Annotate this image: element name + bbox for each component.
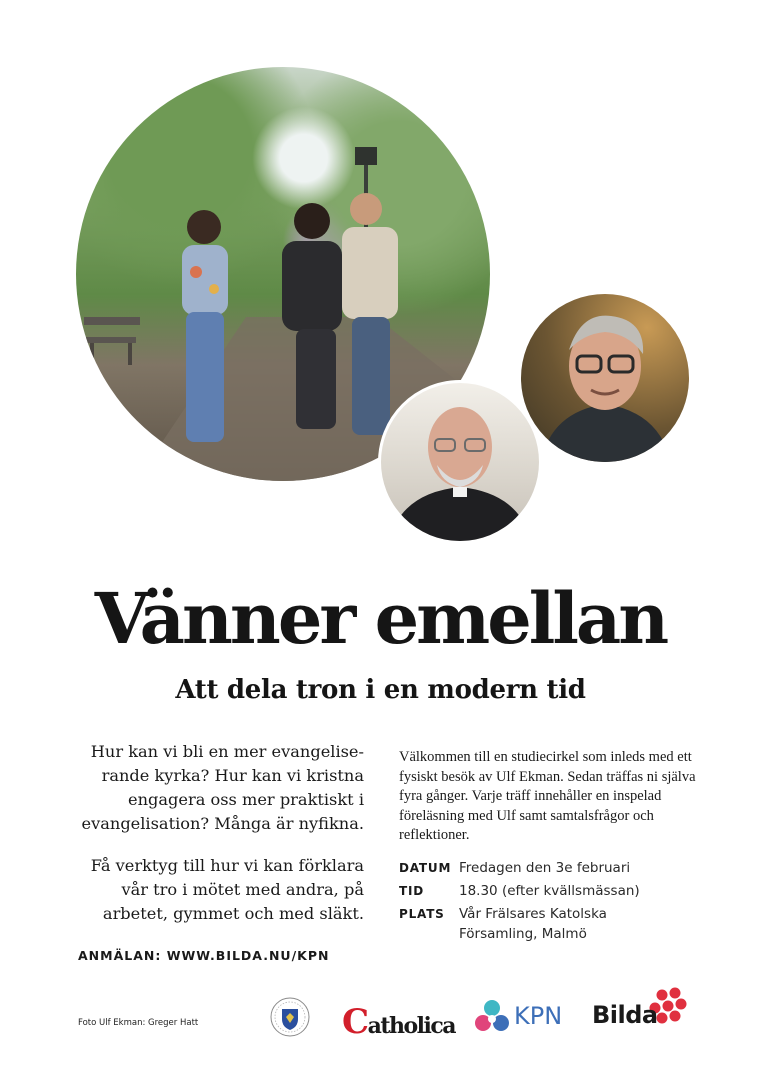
photo-credit: Foto Ulf Ekman: Greger Hatt xyxy=(78,1018,199,1028)
date-value: Fredagen den 3e februari xyxy=(459,860,631,876)
intro-paragraph: Välkommen till en studiecirkel som inleds med ett fysiskt besök av Ulf Ekman. Sedan träffas ni själva fyra gånger. Varje träff innehåller en inspelad föreläsning med Ulf samt samtalsfrågor och reflektioner. xyxy=(399,749,696,843)
kpn-logo-text: KPN xyxy=(514,1002,563,1030)
signup-link[interactable]: ANMÄLAN: WWW.BILDA.NU/KPN xyxy=(78,948,330,963)
bilda-logo-text: Bilda xyxy=(592,1001,658,1029)
date-row xyxy=(399,858,719,878)
place-row xyxy=(399,904,719,944)
bilda-logo xyxy=(592,985,692,1031)
time-value: 18.30 (efter kvällsmässan) xyxy=(459,883,640,899)
time-label: TID xyxy=(399,884,425,898)
place-value-line-1: Vår Frälsares Katolska xyxy=(459,906,607,922)
lead-paragraph-2: Få verktyg till hur vi kan förklara vår tro i mötet med andra, på arbetet, gymmet och med släkt. xyxy=(90,856,364,923)
portrait-photo-man-glasses xyxy=(518,291,692,465)
catholica-logo-text: atholica xyxy=(367,1013,456,1039)
event-details xyxy=(399,858,719,947)
place-label: PLATS xyxy=(399,907,445,921)
portrait-photo-priest xyxy=(378,380,542,544)
place-value xyxy=(459,904,607,944)
lead-paragraph-1: Hur kan vi bli en mer evangelise-rande kyrka? Hur kan vi kristna engagera oss mer praktiskt i evangelisation? Många är nyfikna. xyxy=(81,742,364,833)
diocese-seal-logo xyxy=(270,995,310,1043)
date-label: DATUM xyxy=(399,861,452,875)
page-subtitle: Att dela tron i en modern tid xyxy=(175,675,586,705)
kpn-logo xyxy=(474,999,562,1033)
kpn-symbol-icon xyxy=(474,999,510,1033)
page-title: Vänner emellan xyxy=(94,577,667,660)
time-row xyxy=(399,881,719,901)
catholica-logo-initial: C xyxy=(342,1002,368,1042)
catholica-logo xyxy=(342,1002,455,1042)
place-value-line-2: Församling, Malmö xyxy=(459,926,587,942)
